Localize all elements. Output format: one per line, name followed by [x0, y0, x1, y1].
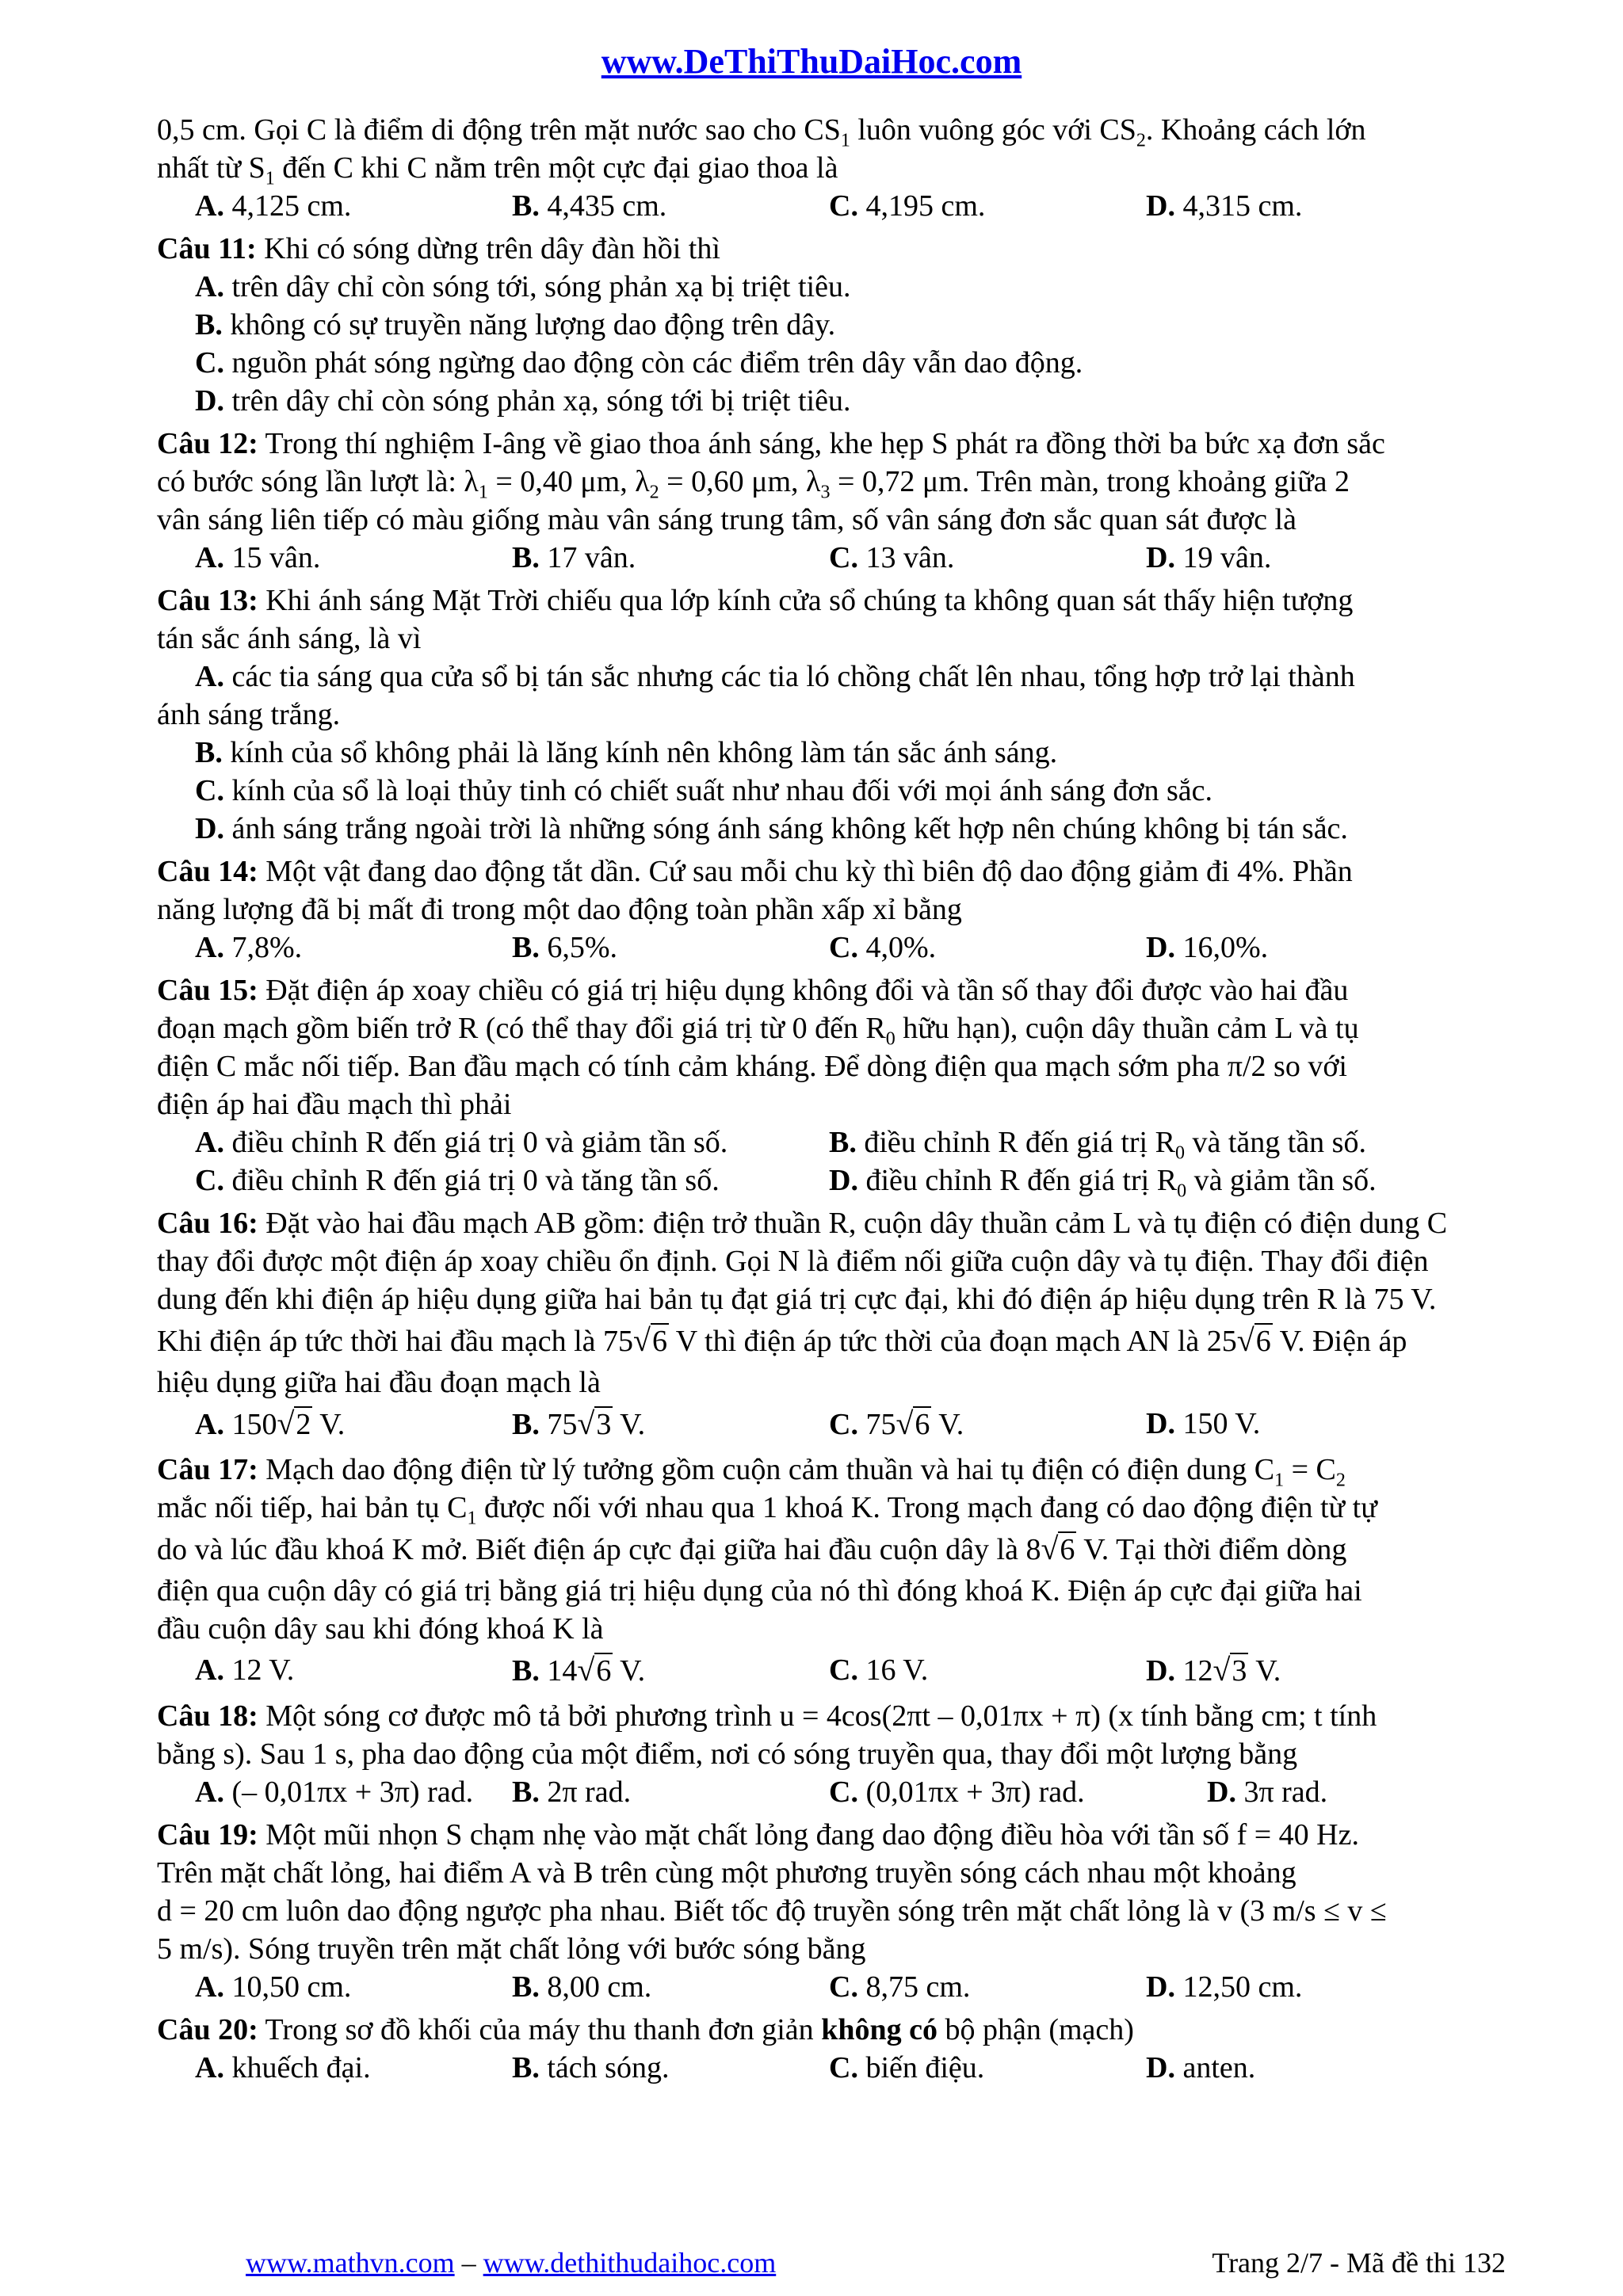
question-14 — [157, 852, 1504, 967]
option-b[interactable]: B. kính của sổ không phải là lăng kính nên không làm tán sắc ánh sáng. — [195, 736, 1058, 769]
question-15 — [157, 971, 1504, 1202]
question-text: hiệu dụng giữa hai đầu đoạn mạch là — [157, 1366, 601, 1399]
question-text: năng lượng đã bị mất đi trong một dao động toàn phần xấp xỉ bằng — [157, 893, 962, 926]
question-text: Một mũi nhọn S chạm nhẹ vào mặt chất lỏng đang dao động điều hòa với tần số f = 40 Hz. — [258, 1818, 1359, 1852]
option-d[interactable]: D. 4,315 cm. — [1146, 189, 1303, 223]
option-b[interactable]: B. 4,435 cm. — [512, 189, 667, 223]
question-12 — [157, 425, 1504, 577]
question-13 — [157, 582, 1504, 848]
subscript: 1 — [840, 130, 850, 151]
question-text: có bước sóng lần lượt là: λ — [157, 465, 479, 498]
option-d[interactable]: D. 12,50 cm. — [1146, 1970, 1303, 2004]
answer-options — [157, 1648, 1504, 1692]
question-text: Đặt điện áp xoay chiều có giá trị hiệu dụng không đổi và tần số thay đổi được vào hai đầu — [258, 974, 1349, 1007]
option-a[interactable]: A. 4,125 cm. — [195, 189, 352, 223]
question-text: Trong thí nghiệm I-âng về giao thoa ánh sáng, khe hẹp S phát ra đồng thời ba bức xạ đơn sắc — [258, 427, 1385, 460]
option-c[interactable]: C. 75√6 V. — [829, 1405, 964, 1441]
question-number: Câu 20: — [157, 2013, 258, 2046]
answer-options — [157, 929, 1504, 967]
question-text: Khi điện áp tức thời hai đầu mạch là 75√6 V thì điện áp tức thời của đoạn mạch AN là 25√6 V. Điện áp — [157, 1318, 1504, 1363]
option-d[interactable]: D. 16,0%. — [1146, 931, 1269, 964]
question-text: d = 20 cm luôn dao động ngược pha nhau. Biết tốc độ truyền sóng trên mặt chất lỏng là v (3 m/s ≤ v ≤ — [157, 1894, 1387, 1928]
footer-links — [246, 2246, 776, 2279]
question-text: Trong sơ đồ khối của máy thu thanh đơn giản — [258, 2013, 822, 2046]
question-number: Câu 12: — [157, 427, 258, 460]
question-18 — [157, 1697, 1504, 1811]
q10-text: nhất từ S — [157, 151, 265, 185]
footer-link-mathvn[interactable]: www.mathvn.com — [246, 2247, 455, 2279]
sqrt-symbol: √6 — [1236, 1322, 1271, 1358]
option-c[interactable]: C. 16 V. — [829, 1653, 929, 1687]
option-b[interactable]: B. không có sự truyền năng lượng dao động trên dây. — [195, 308, 836, 341]
question-text: do và lúc đầu khoá K mở. Biết điện áp cực đại giữa hai đầu cuộn dây là 8√6 V. Tại thời điểm dòng — [157, 1527, 1504, 1572]
subscript: 3 — [820, 482, 831, 503]
question-text: Mạch dao động điện từ lý tưởng gồm cuộn cảm thuần và hai tụ điện có điện dung C — [258, 1453, 1275, 1486]
subscript: 0 — [885, 1028, 896, 1050]
question-number: Câu 16: — [157, 1207, 258, 1240]
question-emphasis: không có — [821, 2013, 938, 2046]
page-number: Trang 2/7 - Mã đề thi 132 — [1212, 2247, 1506, 2279]
option-c[interactable]: C. biến điệu. — [829, 2051, 985, 2084]
option-a[interactable]: A. 15 vân. — [195, 541, 321, 574]
question-text: được nối với nhau qua 1 khoá K. Trong mạch đang có dao động điện từ tự — [476, 1491, 1377, 1524]
site-header-link[interactable]: www.DeThiThuDaiHoc.com — [601, 42, 1022, 81]
question-text: dung đến khi điện áp hiệu dụng giữa hai bản tụ đạt giá trị cực đại, khi đó điện áp hiệu dụng trên R là 75 V. — [157, 1283, 1437, 1316]
option-a[interactable]: A. điều chỉnh R đến giá trị 0 và giảm tần số. — [195, 1126, 728, 1159]
option-d[interactable]: D. 3π rad. — [1207, 1775, 1328, 1809]
option-a[interactable]: A. 10,50 cm. — [195, 1970, 352, 2004]
question-20 — [157, 2011, 1504, 2087]
footer-separator: – — [454, 2247, 483, 2279]
question-text: = 0,40 μm, λ — [487, 465, 650, 498]
question-number: Câu 11: — [157, 232, 257, 265]
question-number: Câu 13: — [157, 584, 258, 617]
question-text: thay đổi được một điện áp xoay chiều ổn định. Gọi N là điểm nối giữa cuộn dây và tụ điện. Thay đổi điện — [157, 1245, 1429, 1278]
subscript: 2 — [649, 482, 659, 503]
option-b[interactable]: B. 17 vân. — [512, 541, 636, 574]
question-19 — [157, 1816, 1504, 2006]
option-b[interactable]: B. 2π rad. — [512, 1775, 632, 1809]
question-text: điện qua cuộn dây có giá trị bằng giá trị hiệu dụng của nó thì đóng khoá K. Điện áp cực đại giữa hai — [157, 1574, 1362, 1608]
option-d[interactable]: D. ánh sáng trắng ngoài trời là những sóng ánh sáng không kết hợp nên chúng không bị tán sắc. — [195, 812, 1348, 845]
question-text: mắc nối tiếp, hai bản tụ C — [157, 1491, 468, 1524]
answer-options — [157, 539, 1504, 577]
option-b[interactable]: B. 14√6 V. — [512, 1652, 646, 1688]
question-16 — [157, 1204, 1504, 1446]
option-b[interactable]: B. 6,5%. — [512, 931, 618, 964]
option-d[interactable]: D. 19 vân. — [1146, 541, 1272, 574]
answer-options — [157, 1773, 1504, 1811]
option-a[interactable]: A. 150√2 V. — [195, 1405, 346, 1441]
option-a[interactable]: A. (– 0,01πx + 3π) rad. — [195, 1775, 474, 1809]
q10-text: đến C khi C nằm trên một cực đại giao thoa là — [274, 151, 838, 185]
question-text: bằng s). Sau 1 s, pha dao động của một điểm, nơi có sóng truyền qua, thay đổi một lượng bằng — [157, 1737, 1298, 1771]
answer-options — [157, 1161, 1504, 1202]
question-text: = 0,72 μm. Trên màn, trong khoảng giữa 2 — [830, 465, 1350, 498]
sqrt-symbol: √6 — [633, 1322, 667, 1358]
option-d[interactable]: D. điều chỉnh R đến giá trị $R_0$ và giảm tần số. — [829, 1164, 1377, 1202]
question-number: Câu 15: — [157, 974, 258, 1007]
option-c[interactable]: C. nguồn phát sóng ngừng dao động còn các điểm trên dây vẫn dao động. — [195, 346, 1083, 379]
option-b[interactable]: B. 8,00 cm. — [512, 1970, 652, 2004]
q10-text: . Khoảng cách lớn — [1145, 113, 1366, 147]
question-17 — [157, 1451, 1504, 1692]
answer-options — [157, 1968, 1504, 2006]
question-text: = 0,60 μm, λ — [659, 465, 821, 498]
question-text: 5 m/s). Sóng truyền trên mặt chất lỏng với bước sóng bằng — [157, 1932, 866, 1966]
question-text: Một sóng cơ được mô tả bởi phương trình u = 4cos(2πt – 0,01πx + π) (x tính bằng cm; t tính — [258, 1699, 1377, 1733]
option-c[interactable]: C. 4,195 cm. — [829, 189, 986, 223]
q10-text: luôn vuông góc với CS — [850, 113, 1136, 147]
option-b[interactable]: B. tách sóng. — [512, 2051, 670, 2084]
question-text: đầu cuộn dây sau khi đóng khoá K là — [157, 1612, 604, 1646]
subscript: 2 — [1335, 1470, 1346, 1491]
option-a[interactable]: A. 12 V. — [195, 1653, 295, 1687]
subscript: 1 — [478, 482, 488, 503]
option-d[interactable]: D. anten. — [1146, 2051, 1256, 2084]
question-text: điện áp hai đầu mạch thì phải — [157, 1088, 512, 1121]
option-c[interactable]: C. (0,01πx + 3π) rad. — [829, 1775, 1085, 1809]
question-text: Khi ánh sáng Mặt Trời chiếu qua lớp kính cửa sổ chúng ta không quan sát thấy hiện tượng — [258, 584, 1354, 617]
question-number: Câu 14: — [157, 855, 258, 888]
option-a[interactable]: A. khuếch đại. — [195, 2051, 371, 2084]
subscript: 1 — [1274, 1470, 1285, 1491]
answer-options — [157, 2049, 1504, 2087]
option-b[interactable]: B. 75√3 V. — [512, 1405, 646, 1441]
question-text: = C — [1284, 1453, 1336, 1486]
question-number: Câu 17: — [157, 1453, 258, 1486]
question-text: đoạn mạch gồm biến trở R (có thể thay đổi giá trị từ 0 đến R — [157, 1012, 886, 1045]
option-b[interactable]: B. điều chỉnh R đến giá trị $R_0$ và tăng tần số. — [829, 1126, 1366, 1164]
option-d[interactable]: D. 150 V. — [1146, 1407, 1261, 1440]
exam-content — [157, 111, 1504, 2087]
answer-options — [157, 187, 1504, 225]
question-number: Câu 19: — [157, 1818, 258, 1852]
option-d[interactable]: D. trên dây chỉ còn sóng phản xạ, sóng tới bị triệt tiêu. — [195, 384, 851, 418]
question-text: hữu hạn), cuộn dây thuần cảm L và tụ — [895, 1012, 1359, 1045]
subscript: 1 — [265, 168, 275, 189]
subscript: 1 — [467, 1508, 477, 1529]
option-a[interactable]: A. trên dây chỉ còn sóng tới, sóng phản xạ bị triệt tiêu. — [195, 270, 851, 303]
option-c[interactable]: C. điều chỉnh R đến giá trị 0 và tăng tần số. — [195, 1164, 720, 1197]
option-c[interactable]: C. 8,75 cm. — [829, 1970, 971, 2004]
question-text: Khi có sóng dừng trên dây đàn hồi thì — [256, 232, 720, 265]
question-number: Câu 18: — [157, 1699, 258, 1733]
sqrt-symbol: √6 — [1041, 1531, 1075, 1566]
question-11 — [157, 230, 1504, 420]
option-d[interactable]: D. 12√3 V. — [1146, 1652, 1281, 1688]
option-a[interactable]: A. các tia sáng qua cửa sổ bị tán sắc nhưng các tia ló chồng chất lên nhau, tổng hợp trở lại thành ánh sáng trắng. — [157, 660, 1355, 731]
answer-options — [157, 1402, 1504, 1446]
option-a[interactable]: A. 7,8%. — [195, 931, 303, 964]
q10-text: 0,5 cm. Gọi C là điểm di động trên mặt nước sao cho CS — [157, 113, 841, 147]
question-text: Đặt vào hai đầu mạch AB gồm: điện trở thuần R, cuộn dây thuần cảm L và tụ điện có điện dung C — [258, 1207, 1448, 1240]
option-c[interactable]: C. 13 vân. — [829, 541, 955, 574]
subscript: 2 — [1136, 130, 1146, 151]
option-c[interactable]: C. kính của sổ là loại thủy tinh có chiết suất như nhau đối với mọi ánh sáng đơn sắc. — [195, 774, 1212, 807]
question-text: vân sáng liên tiếp có màu giống màu vân sáng trung tâm, số vân sáng đơn sắc quan sát được là — [157, 503, 1296, 536]
answer-options — [157, 1123, 1504, 1164]
footer-link-dethithudaihoc[interactable]: www.dethithudaihoc.com — [483, 2247, 777, 2279]
question-text: bộ phận (mạch) — [937, 2013, 1134, 2046]
question-text: Trên mặt chất lỏng, hai điểm A và B trên cùng một phương truyền sóng cách nhau một khoảng — [157, 1856, 1296, 1890]
question-10-tail — [157, 111, 1504, 225]
question-text: Một vật đang dao động tắt dần. Cứ sau mỗi chu kỳ thì biên độ dao động giảm đi 4%. Phần — [258, 855, 1353, 888]
question-text: điện C mắc nối tiếp. Ban đầu mạch có tính cảm kháng. Để dòng điện qua mạch sớm pha π/2 so với — [157, 1050, 1347, 1083]
question-text: tán sắc ánh sáng, là vì — [157, 622, 422, 655]
option-c[interactable]: C. 4,0%. — [829, 931, 937, 964]
